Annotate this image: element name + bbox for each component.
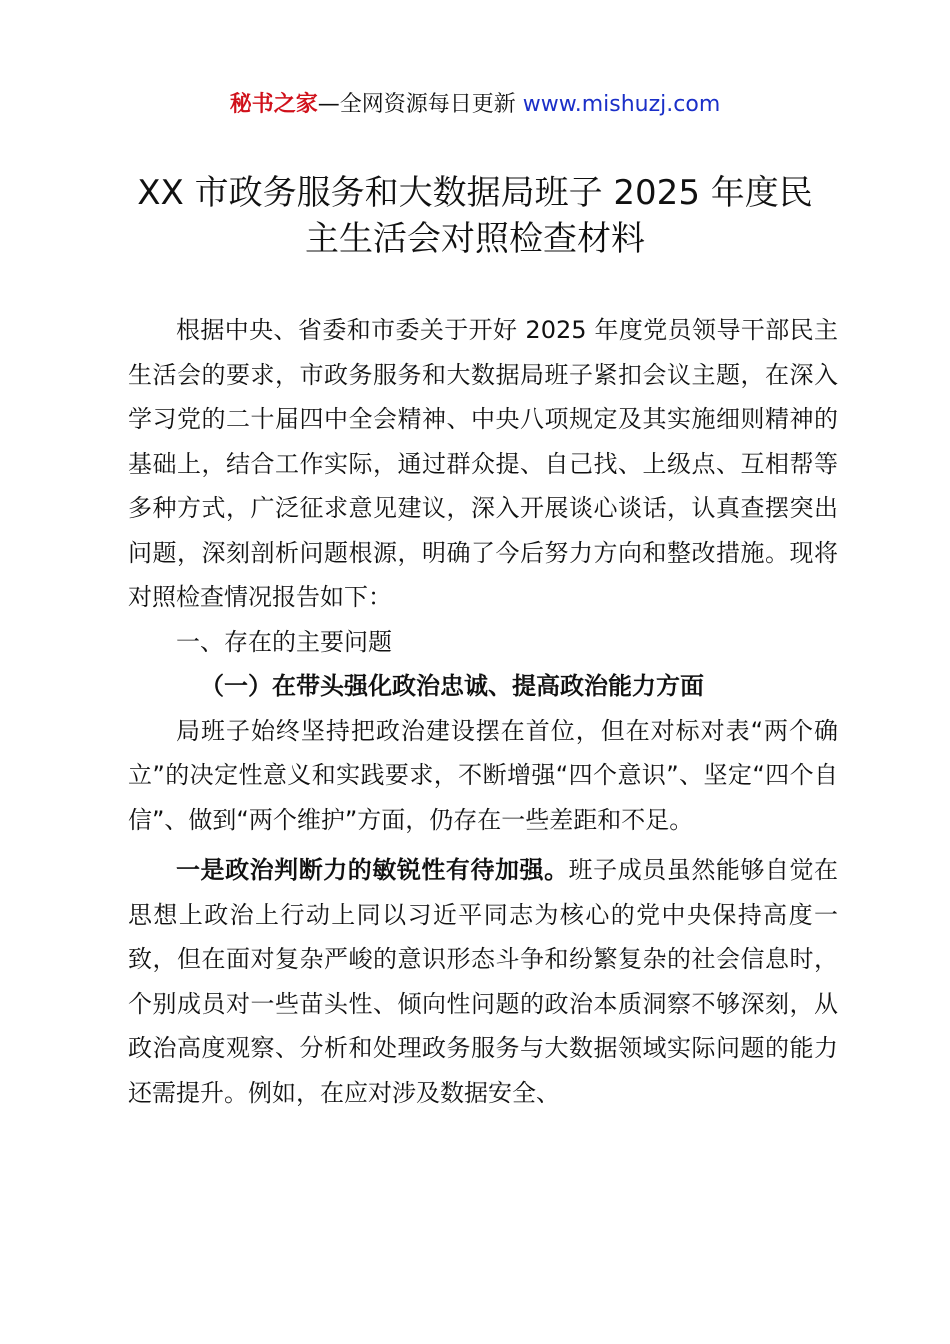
document-body xyxy=(128,308,838,1115)
site-brand: 秘书之家 xyxy=(229,92,318,117)
site-url-link[interactable]: www.mishuzj.com xyxy=(522,92,721,117)
body-paragraph: 局班子始终坚持把政治建设摆在首位，但在对标对表“两个确立”的决定性意义和实践要求，不断增强“四个意识”、坚定“四个自信”、做到“两个维护”方面，仍存在一些差距和不足。 xyxy=(128,716,838,834)
point-lead: 一是政治判断力的敏锐性有待加强。 xyxy=(176,856,569,884)
point-text: 班子成员虽然能够自觉在思想上政治上行动上同以习近平同志为核心的党中央保持高度一致，但在面对复杂严峻的意识形态斗争和纷繁复杂的社会信息时，个别成员对一些苗头性、倾向性问题的政治本质洞察不够深刻，从政治高度观察、分析和处理政务服务与大数据领域实际问题的能力还需提升。例如，在应对涉及数据安全、 xyxy=(128,856,839,1107)
title-line-1: XX 市政务服务和大数据局班子 2025 年度民 xyxy=(137,173,813,213)
section-heading: 一、存在的主要问题 xyxy=(176,627,392,656)
site-tagline: —全网资源每日更新 xyxy=(317,92,523,117)
document-title xyxy=(100,170,850,262)
point-paragraph xyxy=(128,848,838,1115)
site-header xyxy=(0,90,950,120)
subsection-heading: （一）在带头强化政治忠诚、提高政治能力方面 xyxy=(200,672,704,700)
intro-paragraph: 根据中央、省委和市委关于开好 2025 年度党员领导干部民主生活会的要求，市政务服务和大数据局班子紧扣会议主题，在深入学习党的二十届四中全会精神、中央八项规定及其实施细则精神的基础上，结合工作实际，通过群众提、自己找、上级点、互相帮等多种方式，广泛征求意见建议，深入开展谈心谈话，认真查摆突出问题，深刻剖析问题根源，明确了今后努力方向和整改措施。现将对照检查情况报告如下： xyxy=(128,316,838,611)
title-line-2: 主生活会对照检查材料 xyxy=(305,219,645,259)
